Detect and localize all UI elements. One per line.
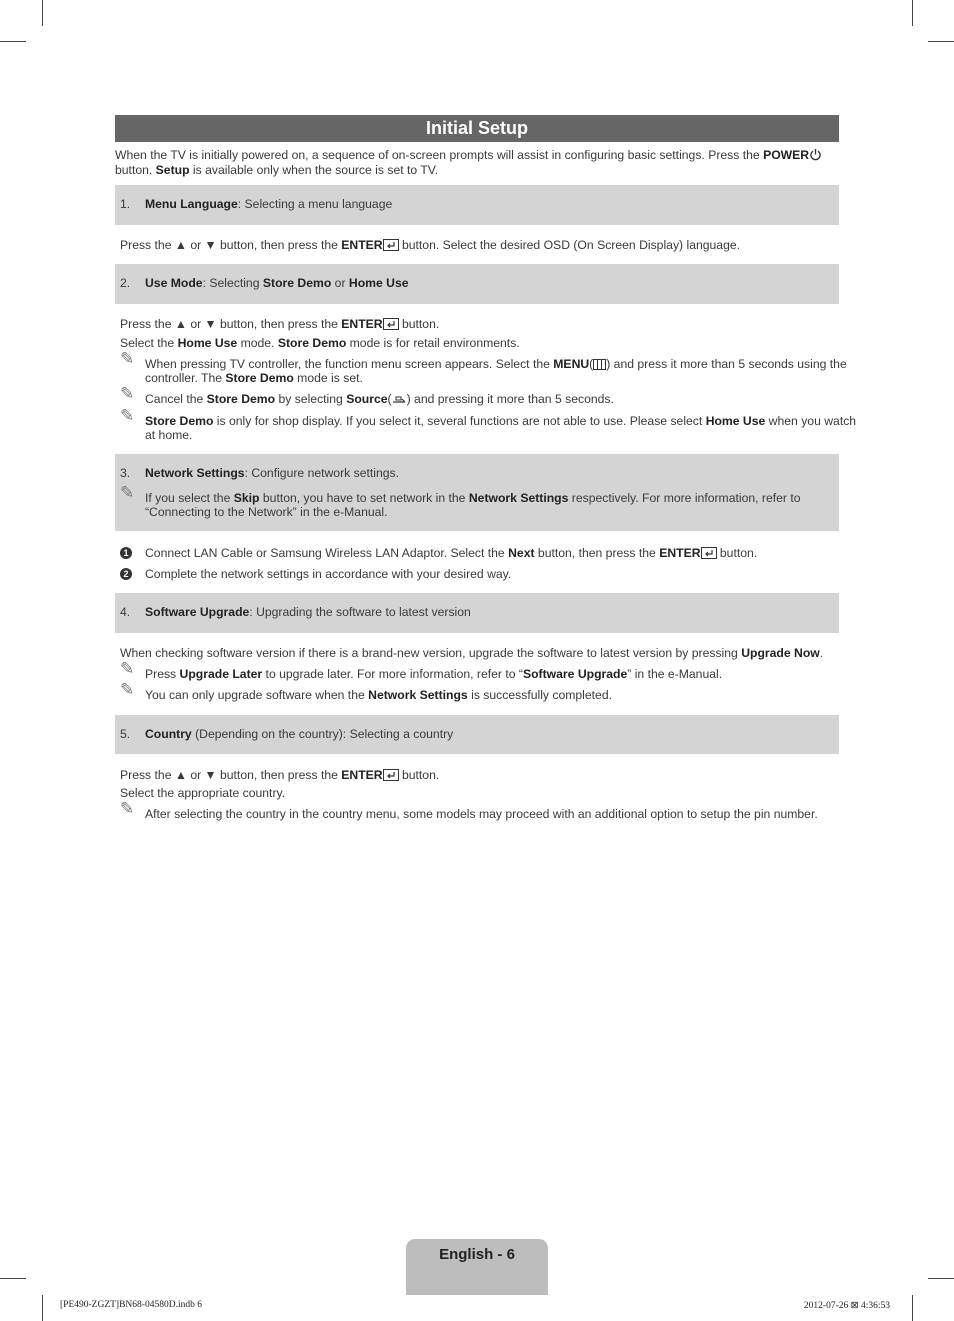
crop-mark: [912, 1295, 913, 1321]
crop-mark: [42, 1295, 43, 1321]
crop-mark: [0, 41, 26, 42]
page-number: English - 6: [439, 1246, 515, 1263]
note: ✎ If you select the Skip button, you have to set network in the Network Settings respectively. For more information, refer to “Connecting to the Network” in the e-Manual.: [120, 483, 801, 519]
menu-language-instruction: Press the ▲ or ▼ button, then press the ENTER button. Select the desired OSD (On Screen Display) language.: [120, 238, 741, 252]
note: ✎ Store Demo is only for shop display. If you select it, several functions are not able to use. Please select Home Use when you watch at home.: [120, 406, 857, 442]
note-pencil-icon: ✎: [120, 659, 135, 678]
section-menu-language: 1. Menu Language: Selecting a menu language: [115, 185, 839, 225]
page-number-tab: [406, 1239, 548, 1295]
note-pencil-icon: ✎: [120, 799, 135, 818]
menu-icon: [593, 359, 606, 370]
software-upgrade-text: When checking software version if there is a brand-new version, upgrade the software to latest version by pressing Upgrade Now.: [120, 646, 824, 660]
crop-mark: [928, 41, 954, 42]
intro-text: When the TV is initially powered on, a sequence of on-screen prompts will assist in configuring basic settings. Press the POWER button. Setup is available only when the source is set to TV.: [115, 148, 835, 178]
crop-mark: [912, 0, 913, 26]
network-step-1: 1 Connect LAN Cable or Samsung Wireless LAN Adaptor. Select the Next button, then press the ENTER button.: [120, 546, 857, 560]
note: ✎ After selecting the country in the country menu, some models may proceed with an additional option to setup the pin number.: [120, 799, 818, 821]
step-badge: 2: [120, 568, 132, 580]
crop-mark: [42, 0, 43, 26]
power-icon: [809, 148, 822, 161]
note-pencil-icon: ✎: [120, 483, 135, 502]
country-select-text: Select the appropriate country.: [120, 786, 286, 800]
note-pencil-icon: ✎: [120, 349, 135, 368]
source-icon: [392, 394, 407, 405]
step-badge: 1: [120, 547, 132, 559]
section-use-mode: 2. Use Mode: Selecting Store Demo or Home Use: [115, 264, 839, 304]
section-country: 5. Country (Depending on the country): Selecting a country: [115, 715, 839, 754]
crop-mark: [928, 1278, 954, 1279]
page-title: Initial Setup: [115, 115, 839, 142]
note: ✎ Press Upgrade Later to upgrade later. For more information, refer to “Software Upgrade” in the e-Manual.: [120, 659, 723, 681]
note-pencil-icon: ✎: [120, 406, 135, 425]
crop-mark: [0, 1278, 26, 1279]
note: ✎ Cancel the Store Demo by selecting Source( ) and pressing it more than 5 seconds.: [120, 384, 614, 406]
section-software-upgrade: 4. Software Upgrade: Upgrading the software to latest version: [115, 593, 839, 633]
note: ✎ You can only upgrade software when the Network Settings is successfully completed.: [120, 680, 612, 702]
enter-icon: [701, 547, 717, 559]
enter-icon: [383, 318, 399, 330]
section-network-settings: 3. Network Settings: Configure network settings.: [115, 454, 839, 531]
note-pencil-icon: ✎: [120, 384, 135, 403]
enter-icon: [383, 769, 399, 781]
note: ✎ When pressing TV controller, the function menu screen appears. Select the MENU( ) and press it more than 5 seconds using the controller. The Store Demo mode is set.: [120, 349, 847, 385]
country-instruction: Press the ▲ or ▼ button, then press the ENTER button.: [120, 768, 440, 782]
use-mode-select-text: Select the Home Use mode. Store Demo mode is for retail environments.: [120, 336, 520, 350]
note-pencil-icon: ✎: [120, 680, 135, 699]
file-imprint: [PE490-ZGZT]BN68-04580D.indb 6: [60, 1300, 202, 1310]
enter-icon: [383, 239, 399, 251]
date-imprint: 2012-07-26 ⊠ 4:36:53: [803, 1301, 890, 1311]
network-step-2: 2 Complete the network settings in accordance with your desired way.: [120, 567, 857, 581]
use-mode-instruction: Press the ▲ or ▼ button, then press the ENTER button.: [120, 317, 440, 331]
